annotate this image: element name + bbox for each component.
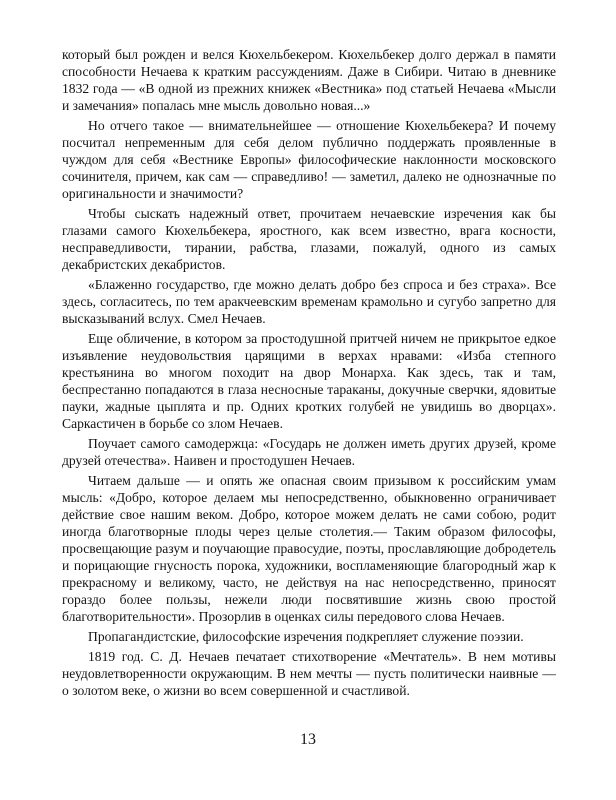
paragraph-continuation: который был рожден и велся Кюхельбекером. Кюхельбекер долго держал в памяти способности Нечаева к кратким рассуждениям. Даже в Сибири. Читаю в дневнике 1832 года — «В одной из прежних книжек «Вестника» под статьей Нечаева «Мысли и замечания» попалась мне мысль довольно новая...»	[62, 47, 556, 113]
page-text	[62, 46, 556, 699]
paragraph: 1819 год. С. Д. Нечаев печатает стихотворение «Мечтатель». В нем мотивы неудовлетворенности окружающим. В нем мечты — пусть политически наивные — о золотом веке, о жизни во всем совершенной и счастливой.	[62, 649, 556, 698]
paragraph: Еще обличение, в котором за простодушной притчей ничем не прикрытое едкое изъявление неудовольствия царящими в верхах нравами: «Изба степного крестьянина во многом походит на двор Монарха. Как здесь, так и там, беспрестанно попадаются в глаза несносные тараканы, докучные сверчки, ядовитые пауки, жадные цыплята и пр. Одних кротких голубей не увидишь во дворцах». Саркастичен в борьбе со злом Нечаев.	[62, 331, 556, 431]
paragraph: «Блаженно государство, где можно делать добро без спроса и без страха». Все здесь, согласитесь, по тем аракчеевским временам крамольно и сугубо запретно для высказываний вслух. Смел Нечаев.	[62, 277, 556, 326]
page-number: 13	[300, 731, 316, 748]
paragraph: Читаем дальше — и опять же опасная своим призывом к российским умам мысль: «Добро, которое делаем мы непосредственно, обыкновенно ограничивает действие свое нашим веком. Добро, которое можем делать не сами собою, родит иногда благотворные плоды через целые столетия.— Таким образом философы, просвещающие разум и поучающие правосудие, поэты, прославляющие добродетель и порицающие гнусность порока, художники, воспламеняющие благородный жар к прекрасному и великому, часто, не действуя на нас непосредственно, приносят гораздо более пользы, нежели люди посвятившие жизнь свою простой благотворительности». Прозорлив в оценках силы передового слова Нечаев.	[62, 473, 556, 624]
paragraph: Чтобы сыскать надежный ответ, прочитаем нечаевские изречения как бы глазами самого Кюхельбекера, яростного, как всем известно, врага косности, несправедливости, тирании, рабства, глазами, пожалуй, одного из самых декабристских декабристов.	[62, 206, 556, 272]
paragraph: Но отчего такое — внимательнейшее — отношение Кюхельбекера? И почему посчитал непременным для себя делом публично поддержать проявленные в чуждом для себя «Вестнике Европы» философические наклонности московского сочинителя, причем, как сам — справедливо! — заметил, далеко не однозначные по оригинальности и значимости?	[62, 118, 556, 201]
paragraph: Поучает самого самодержца: «Государь не должен иметь других друзей, кроме друзей отечества». Наивен и простодушен Нечаев.	[62, 436, 556, 468]
paragraph: Пропагандистские, философские изречения подкрепляет служение поэзии.	[88, 629, 524, 644]
